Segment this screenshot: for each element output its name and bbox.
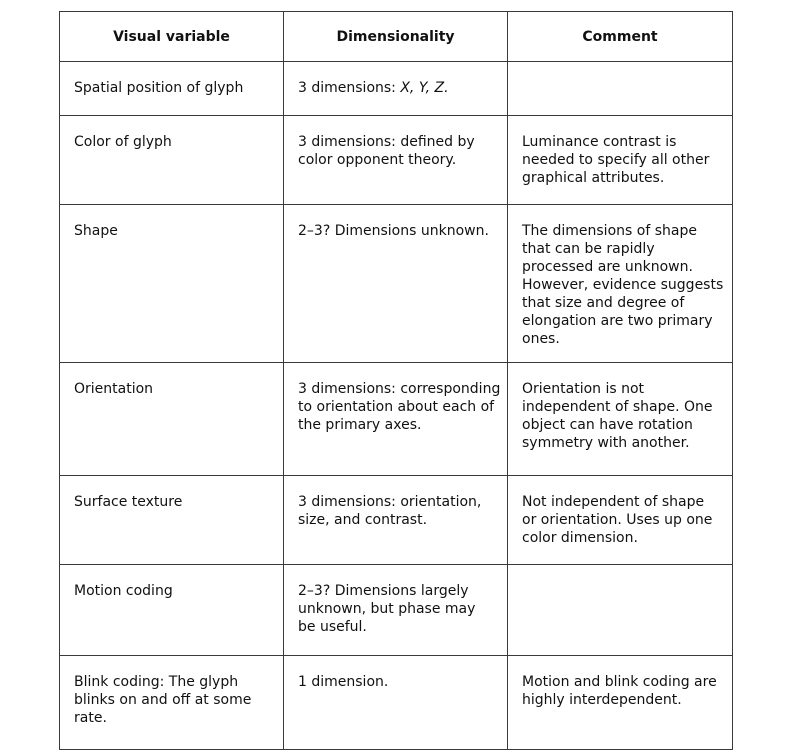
dimensionality-cell <box>284 656 508 750</box>
dimensionality-cell <box>284 476 508 565</box>
visual-variable-cell <box>60 656 284 750</box>
comment-cell <box>508 656 733 750</box>
table-row <box>60 62 733 116</box>
visual-variable-cell <box>60 565 284 656</box>
visual-variable-text: Color of glyph <box>74 134 172 150</box>
table-row <box>60 656 733 750</box>
dimensionality-text: 1 dimension. <box>298 674 389 690</box>
comment-text: Orientation is not independent of shape. One object can have rotation symmetry with another. <box>522 381 713 451</box>
comment-text: Not independent of shape or orientation. Uses up one color dimension. <box>522 494 713 546</box>
header-dimensionality: Dimensionality <box>284 12 508 62</box>
dimensionality-text: 2–3? Dimensions unknown. <box>298 223 489 239</box>
comment-cell <box>508 565 733 656</box>
dimensionality-text: 3 dimensions: corresponding to orientation about each of the primary axes. <box>298 381 501 433</box>
visual-variable-text: Surface texture <box>74 494 183 510</box>
comment-text: The dimensions of shape that can be rapidly processed are unknown. However, evidence suggests that size and degree of elongation are two primary ones. <box>522 223 724 347</box>
visual-variable-cell <box>60 476 284 565</box>
dimensionality-text: 3 dimensions: <box>298 80 401 96</box>
header-comment: Comment <box>508 12 733 62</box>
visual-variable-cell <box>60 205 284 363</box>
dimensionality-cell <box>284 205 508 363</box>
dimensionality-cell <box>284 116 508 205</box>
comment-cell <box>508 205 733 363</box>
dimensionality-axes-text: X, Y, Z. <box>400 80 449 96</box>
visual-variable-text: Orientation <box>74 381 154 397</box>
dimensionality-text: 3 dimensions: orientation, size, and contrast. <box>298 494 482 528</box>
dimensionality-cell <box>284 565 508 656</box>
dimensionality-text: 2–3? Dimensions largely unknown, but phase may be useful. <box>298 583 476 635</box>
visual-variable-cell <box>60 116 284 205</box>
table-row <box>60 565 733 656</box>
comment-cell <box>508 363 733 476</box>
table-row <box>60 476 733 565</box>
header-row <box>60 12 733 62</box>
visual-variable-cell <box>60 363 284 476</box>
comment-text: Motion and blink coding are highly interdependent. <box>522 674 717 708</box>
comment-text: Luminance contrast is needed to specify all other graphical attributes. <box>522 134 710 186</box>
comment-cell <box>508 116 733 205</box>
visual-variables-table <box>59 11 733 750</box>
table-row <box>60 116 733 205</box>
dimensionality-text: 3 dimensions: defined by color opponent theory. <box>298 134 475 168</box>
visual-variable-text: Motion coding <box>74 583 173 599</box>
visual-variable-text: Spatial position of glyph <box>74 80 244 96</box>
visual-variable-text: Shape <box>74 223 118 239</box>
header-visual-variable: Visual variable <box>60 12 284 62</box>
table-row <box>60 205 733 363</box>
visual-variable-cell <box>60 62 284 116</box>
dimensionality-cell <box>284 363 508 476</box>
dimensionality-cell <box>284 62 508 116</box>
table-row <box>60 363 733 476</box>
comment-cell <box>508 62 733 116</box>
comment-cell <box>508 476 733 565</box>
visual-variable-text: Blink coding: The glyph blinks on and off at some rate. <box>74 674 252 726</box>
